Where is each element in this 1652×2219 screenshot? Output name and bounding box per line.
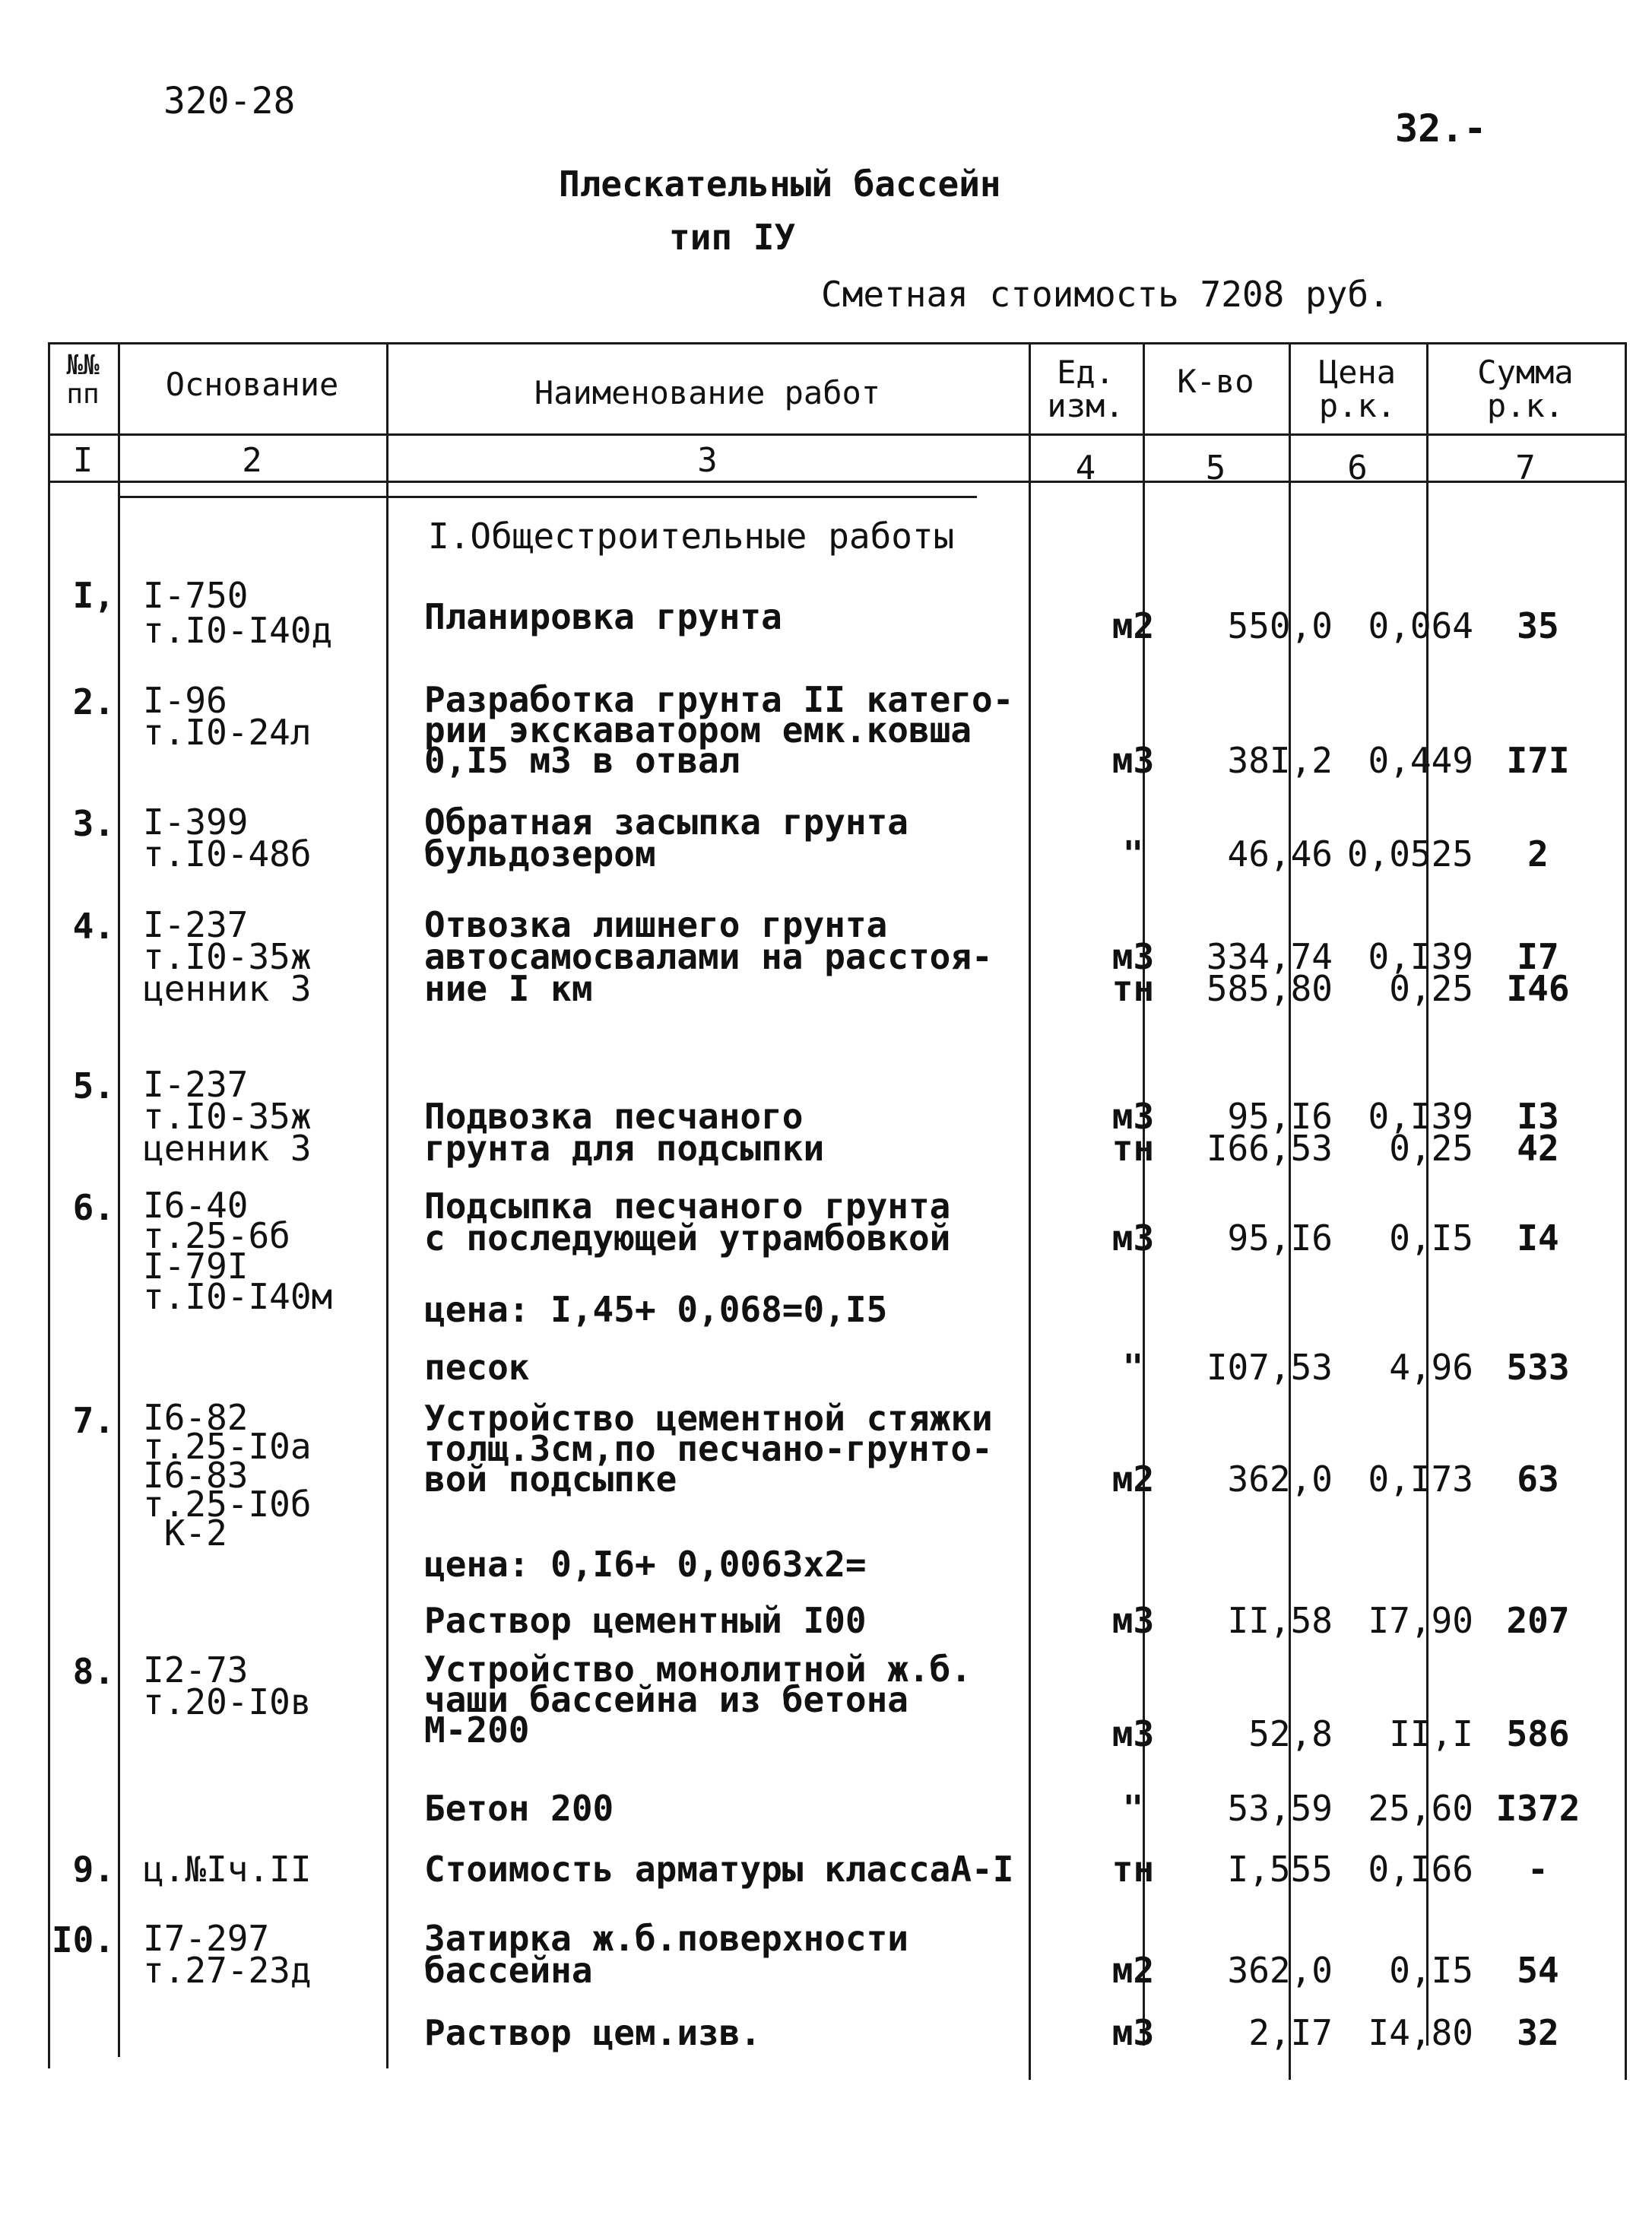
- row-unit: м2: [1111, 1950, 1155, 1991]
- row-number: 6.: [72, 1187, 115, 1228]
- page-title: Плескательный бассейн: [559, 163, 1001, 205]
- row-number: 8.: [72, 1651, 115, 1692]
- row-price: I7,90: [1368, 1600, 1473, 1641]
- estimate-table: [48, 342, 1627, 2080]
- row-basis: I-237 т.I0-35ж ценник 3: [143, 1064, 312, 1169]
- row-sum: 586: [1506, 1713, 1570, 1754]
- row-price: I4,80: [1368, 2012, 1473, 2053]
- row-number: 4.: [72, 906, 115, 947]
- row-name: Раствор цем.изв.: [424, 2012, 762, 2053]
- row-basis: I-399 т.I0-48б: [143, 802, 312, 875]
- row-name: Разработка грунта II катего- рии экскаватором емк.ковша 0,I5 м3 в отвал: [424, 679, 1014, 781]
- col-number: 2: [242, 441, 262, 480]
- table-rule: [48, 433, 1627, 436]
- price-note: цена: 0,I6+ 0,0063х2=: [424, 1544, 867, 1585]
- row-qty: 362,0: [1227, 1950, 1333, 1991]
- table-rule: [118, 496, 977, 498]
- row-number: I,: [72, 575, 115, 616]
- row-qty: 362,0: [1227, 1459, 1333, 1500]
- row-sum: I7 I46: [1506, 936, 1570, 1009]
- table-rule: [118, 342, 120, 2057]
- row-basis: I7-297 т.27-23д: [143, 1918, 312, 1991]
- row-basis: I2-73 т.20-I0в: [143, 1649, 312, 1722]
- col-number: 5: [1205, 449, 1226, 487]
- row-sum: 35: [1517, 605, 1559, 646]
- row-name: Раствор цементный I00: [424, 1600, 867, 1641]
- row-price: 0,449: [1368, 740, 1473, 781]
- row-price: II,I: [1389, 1713, 1473, 1754]
- col-header-price: Цена р.к.: [1318, 354, 1397, 425]
- row-unit: м2: [1111, 605, 1155, 646]
- row-sum: 63: [1517, 1459, 1559, 1500]
- row-name: Планировка грунта: [424, 596, 782, 637]
- page-subtitle: тип IУ: [669, 217, 796, 258]
- col-header-basis: Основание: [165, 366, 339, 403]
- row-unit: м3: [1111, 1600, 1155, 1641]
- row-basis: I-750 т.I0-I40д: [143, 575, 333, 651]
- row-unit: м3 тн: [1111, 1096, 1155, 1169]
- row-sum: I372: [1495, 1788, 1581, 1829]
- row-name: Подвозка песчаного грунта для подсыпки: [424, 1096, 825, 1169]
- row-number: 2.: [72, 681, 115, 722]
- row-unit: м3: [1111, 2012, 1155, 2053]
- row-qty: 46,46: [1227, 833, 1333, 875]
- col-number: 6: [1347, 449, 1368, 487]
- row-number: 3.: [72, 803, 115, 844]
- col-header-unit: Ед. изм.: [1047, 354, 1124, 425]
- row-name: Устройство монолитной ж.б. чаши бассейна из бетона М-200: [424, 1649, 972, 1751]
- row-price: 25,60: [1368, 1788, 1473, 1829]
- row-sum: 207: [1506, 1600, 1570, 1641]
- row-unit: м3 тн: [1111, 936, 1155, 1009]
- row-sum: I7I: [1506, 740, 1570, 781]
- row-qty: 53,59: [1227, 1788, 1333, 1829]
- row-sum: 2: [1527, 833, 1549, 875]
- row-qty: 38I,2: [1227, 740, 1333, 781]
- col-number: 3: [697, 441, 718, 480]
- row-unit: м2: [1111, 1459, 1155, 1500]
- row-sum: 32: [1517, 2012, 1559, 2053]
- estimated-cost: Сметная стоимость 7208 руб.: [821, 274, 1390, 315]
- row-price: 0,I73: [1368, 1459, 1473, 1500]
- row-price: 0,I5: [1389, 1950, 1473, 1991]
- col-header-sum: Сумма р.к.: [1477, 354, 1574, 425]
- row-name: песок: [424, 1347, 530, 1388]
- col-header-name: Наименование работ: [534, 374, 881, 411]
- row-name: Устройство цементной стяжки толщ.3см,по песчано-грунто- вой подсыпке: [424, 1398, 993, 1500]
- row-price: 0,I66: [1368, 1849, 1473, 1890]
- row-price: 0,0525: [1346, 833, 1473, 875]
- row-qty: 550,0: [1227, 605, 1333, 646]
- row-qty: I,555: [1227, 1849, 1333, 1890]
- row-qty: 2,I7: [1248, 2012, 1333, 2053]
- row-price: 4,96: [1389, 1347, 1473, 1388]
- row-name: Подсыпка песчаного грунта с последующей утрамбовкой: [424, 1186, 951, 1259]
- row-sum: -: [1527, 1849, 1549, 1890]
- row-name: Стоимость арматуры классаА-I: [424, 1849, 1014, 1890]
- row-price: 0,I39 0,25: [1368, 936, 1473, 1009]
- row-name: Бетон 200: [424, 1788, 614, 1829]
- col-header-number: №№ пп: [66, 350, 100, 410]
- row-number: 7.: [72, 1400, 115, 1441]
- row-sum: I4: [1517, 1217, 1559, 1259]
- row-qty: 95,I6: [1227, 1217, 1333, 1259]
- row-sum: 54: [1517, 1950, 1559, 1991]
- document-code: 320-28: [163, 80, 296, 122]
- table-rule: [48, 342, 1627, 344]
- col-number: I: [72, 441, 94, 480]
- table-rule: [1625, 342, 1627, 2080]
- row-price: 0,I5: [1389, 1217, 1473, 1259]
- col-number: 7: [1515, 449, 1536, 487]
- row-unit: м3: [1111, 1713, 1155, 1754]
- row-qty: 334,74 585,80: [1206, 936, 1333, 1009]
- col-header-qty: К-во: [1177, 363, 1254, 400]
- row-sum: I3 42: [1517, 1096, 1559, 1169]
- page-number: 32.-: [1395, 106, 1487, 151]
- row-sum: 533: [1506, 1347, 1570, 1388]
- row-price: 0,I39 0,25: [1368, 1096, 1473, 1169]
- row-name: Отвозка лишнего грунта автосамосвалами на расстоя- ние I км: [424, 904, 993, 1009]
- row-qty: I07,53: [1206, 1347, 1333, 1388]
- row-number: 5.: [72, 1065, 115, 1106]
- row-unit: тн: [1111, 1849, 1155, 1890]
- row-name: Затирка ж.б.поверхности бассейна: [424, 1918, 908, 1991]
- col-number: 4: [1075, 449, 1096, 487]
- row-number: 9.: [72, 1849, 115, 1890]
- row-unit: ": [1122, 1788, 1144, 1829]
- row-unit: м3: [1111, 740, 1155, 781]
- row-basis: ц.№Iч.II: [143, 1849, 312, 1890]
- row-basis: I6-40 т.25-6б I-79I т.I0-I40м: [143, 1185, 333, 1317]
- price-note: цена: I,45+ 0,068=0,I5: [424, 1289, 888, 1330]
- row-qty: 52,8: [1248, 1713, 1333, 1754]
- section-title: I.Общестроительные работы: [428, 516, 955, 557]
- row-price: 0,064: [1368, 605, 1473, 646]
- row-unit: ": [1122, 833, 1144, 875]
- row-unit: ": [1122, 1347, 1144, 1388]
- row-number: I0.: [51, 1919, 115, 1960]
- row-name: Обратная засыпка грунта бульдозером: [424, 802, 908, 875]
- row-basis: I-237 т.I0-35ж ценник 3: [143, 904, 312, 1009]
- row-qty: 95,I6 I66,53: [1206, 1096, 1333, 1169]
- row-unit: м3: [1111, 1217, 1155, 1259]
- row-basis: I-96 т.I0-24л: [143, 680, 312, 753]
- row-basis: I6-82 т.25-I0а I6-83 т.25-I0б К-2: [143, 1397, 312, 1554]
- row-qty: II,58: [1227, 1600, 1333, 1641]
